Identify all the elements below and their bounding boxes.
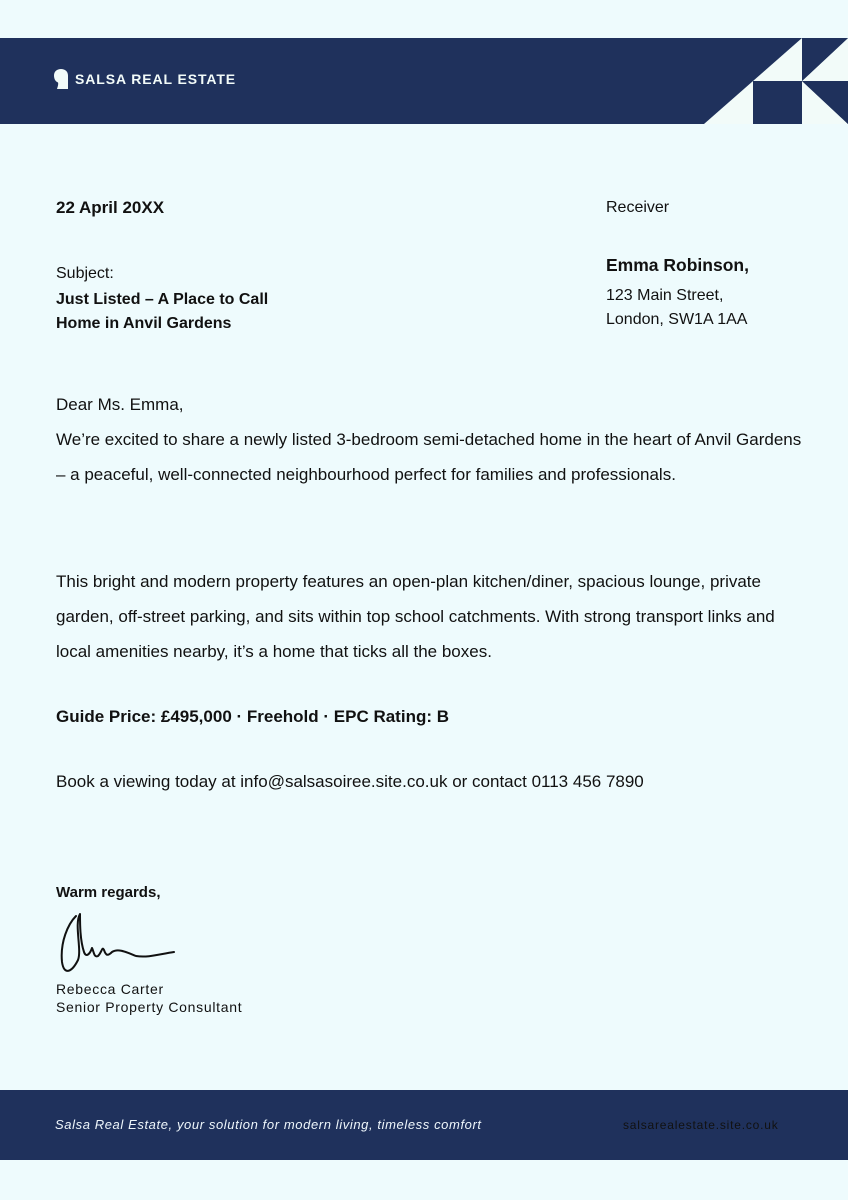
- brand-name: SALSA REAL ESTATE: [75, 71, 237, 87]
- speech-bubble-icon: [54, 69, 68, 89]
- address-line-1: 123 Main Street,: [606, 287, 724, 304]
- letterhead-header: [0, 38, 848, 124]
- address-line-2: London, SW1A 1AA: [606, 311, 748, 328]
- contact-line: [56, 772, 644, 792]
- subject-label: Subject:: [56, 265, 114, 282]
- letter-date: 22 April 20XX: [56, 198, 165, 217]
- signature-icon: [56, 910, 180, 980]
- footer-website-link[interactable]: salsarealestate.site.co.uk: [623, 1118, 779, 1132]
- receiver-label: Receiver: [606, 199, 670, 216]
- contact-prefix: Book a viewing today at: [56, 772, 241, 791]
- letterhead-footer: [0, 1090, 848, 1160]
- greeting: Dear Ms. Emma,: [56, 395, 184, 414]
- body-paragraph-1: We’re excited to share a newly listed 3-bedroom semi-detached home in the heart of Anvil Gardens – a peaceful, well-connected neighbourhood perfect for families and professionals.: [56, 430, 802, 484]
- footer-tagline: Salsa Real Estate, your solution for modern living, timeless comfort: [55, 1117, 482, 1132]
- contact-phone-link[interactable]: 0113 456 7890: [531, 772, 644, 791]
- receiver-address: [606, 284, 747, 332]
- contact-middle: or contact: [447, 772, 532, 791]
- brand-logo: [54, 69, 236, 89]
- contact-email-link[interactable]: info@salsasoiree.site.co.uk: [240, 772, 448, 791]
- geometric-pattern-icon: [704, 38, 848, 124]
- subject-title: Just Listed – A Place to Call Home in Anvil Gardens: [56, 291, 269, 332]
- receiver-name: Emma Robinson,: [606, 255, 749, 275]
- price-summary: Guide Price: £495,000 · Freehold · EPC Rating: B: [56, 707, 449, 726]
- body-paragraph-2: This bright and modern property features an open-plan kitchen/diner, spacious lounge, private garden, off-street parking, and sits within top school catchments. With strong transport links and local amenities nearby, it’s a home that ticks all the boxes.: [56, 572, 775, 661]
- closing: Warm regards,: [56, 884, 161, 901]
- sender-title: Senior Property Consultant: [56, 999, 243, 1015]
- sender-name: Rebecca Carter: [56, 981, 164, 997]
